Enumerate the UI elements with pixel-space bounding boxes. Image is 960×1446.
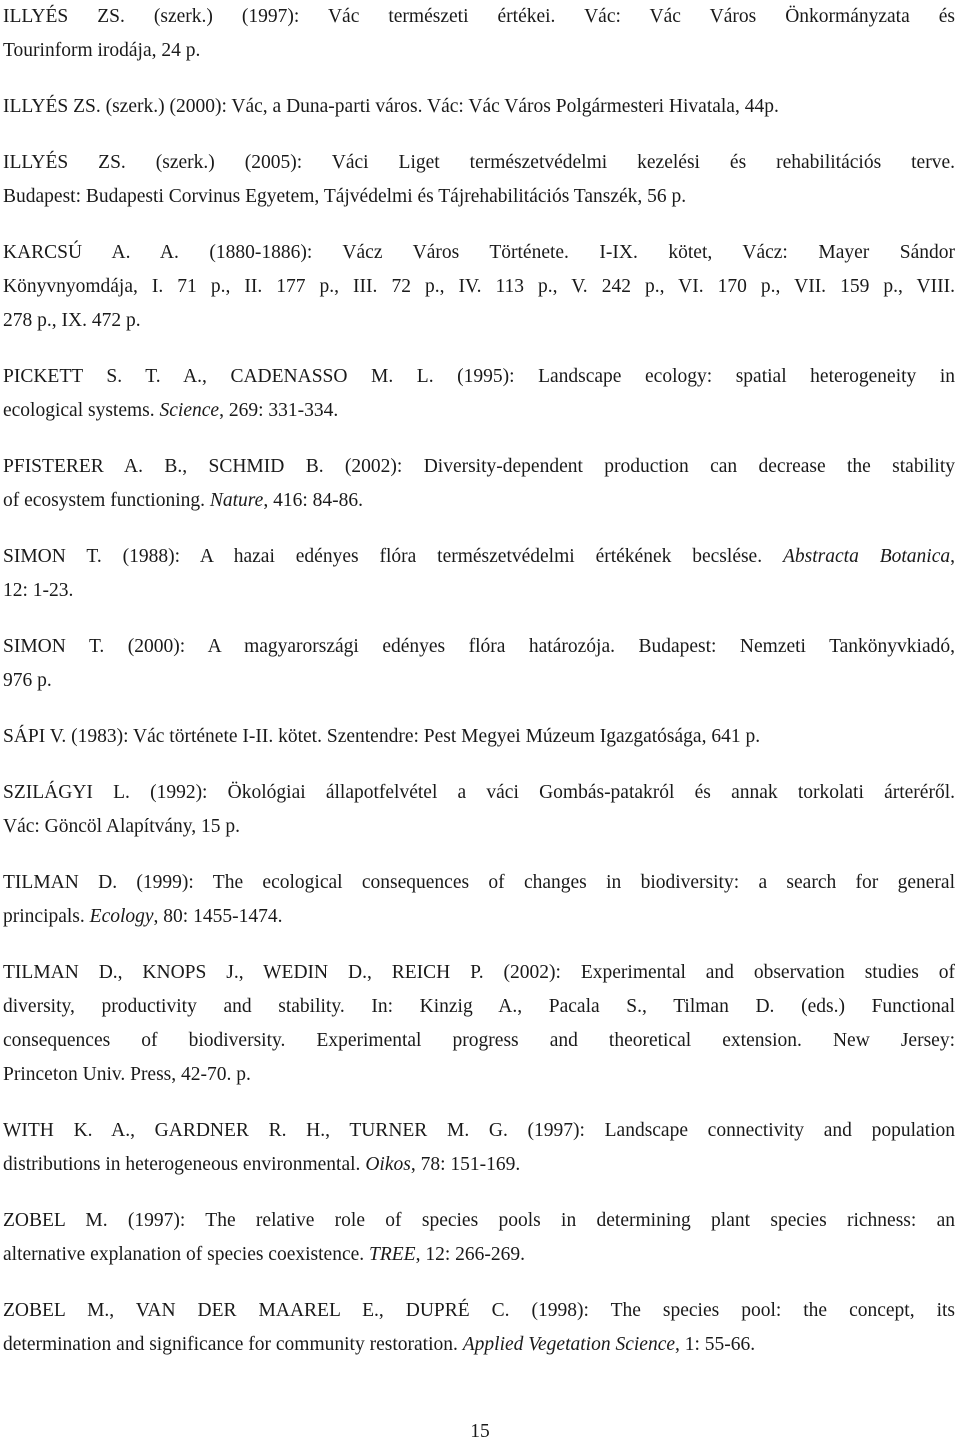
reference-line: PFISTERER A. B., SCHMID B. (2002): Diversity-dependent production can decrease the stability xyxy=(3,456,955,477)
reference-line: alternative explanation of species coexistence. TREE, 12: 266-269. xyxy=(3,1244,526,1265)
reference-entry xyxy=(3,1294,955,1362)
reference-line: 976 p. xyxy=(3,670,52,691)
reference-line: SÁPI V. (1983): Vác története I-II. kötet. Szentendre: Pest Megyei Múzeum Igazgatósága, 641 p. xyxy=(3,726,761,747)
reference-entry xyxy=(3,1114,955,1182)
reference-line: ZOBEL M., VAN DER MAAREL E., DUPRÉ C. (1998): The species pool: the concept, its xyxy=(3,1300,955,1321)
reference-entry xyxy=(3,866,955,934)
reference-list xyxy=(3,0,955,1362)
reference-line: determination and significance for community restoration. Applied Vegetation Science, 1: 55-66. xyxy=(3,1334,756,1355)
reference-line: consequences of biodiversity. Experimental progress and theoretical extension. New Jersey: xyxy=(3,1030,955,1051)
reference-entry xyxy=(3,720,955,754)
reference-line: Tourinform irodája, 24 p. xyxy=(3,40,201,61)
reference-line: Princeton Univ. Press, 42-70. p. xyxy=(3,1064,251,1085)
reference-entry xyxy=(3,630,955,698)
reference-entry xyxy=(3,146,955,214)
reference-line: 278 p., IX. 472 p. xyxy=(3,310,141,331)
reference-line: WITH K. A., GARDNER R. H., TURNER M. G. (1997): Landscape connectivity and population xyxy=(3,1120,955,1141)
reference-line: SZILÁGYI L. (1992): Ökológiai állapotfelvétel a váci Gombás-patakról és annak torkolati árteréről. xyxy=(3,782,955,803)
reference-line: 12: 1-23. xyxy=(3,580,74,601)
reference-line: distributions in heterogeneous environmental. Oikos, 78: 151-169. xyxy=(3,1154,521,1175)
reference-line: SIMON T. (1988): A hazai edényes flóra természetvédelmi értékének becslése. Abstracta Botanica, xyxy=(3,546,955,567)
reference-line: ILLYÉS ZS. (szerk.) (2000): Vác, a Duna-parti város. Vác: Vác Város Polgármesteri Hivatala, 44p. xyxy=(3,96,779,117)
reference-entry xyxy=(3,956,955,1092)
document-page xyxy=(3,0,955,1384)
reference-entry xyxy=(3,0,955,68)
reference-line: diversity, productivity and stability. In: Kinzig A., Pacala S., Tilman D. (eds.) Functional xyxy=(3,996,955,1017)
reference-line: Könyvnyomdája, I. 71 p., II. 177 p., III. 72 p., IV. 113 p., V. 242 p., VI. 170 p., VII. 159 p., VIII. xyxy=(3,276,955,297)
reference-line: Budapest: Budapesti Corvinus Egyetem, Tájvédelmi és Tájrehabilitációs Tanszék, 56 p. xyxy=(3,186,687,207)
reference-entry xyxy=(3,450,955,518)
reference-line: ILLYÉS ZS. (szerk.) (1997): Vác természeti értékei. Vác: Vác Város Önkormányzata és xyxy=(3,6,955,27)
reference-entry xyxy=(3,1204,955,1272)
reference-entry xyxy=(3,360,955,428)
reference-line: ecological systems. Science, 269: 331-334. xyxy=(3,400,339,421)
reference-line: TILMAN D. (1999): The ecological consequences of changes in biodiversity: a search for general xyxy=(3,872,955,893)
reference-entry xyxy=(3,90,955,124)
reference-line: ZOBEL M. (1997): The relative role of species pools in determining plant species richness: an xyxy=(3,1210,955,1231)
reference-entry xyxy=(3,540,955,608)
reference-line: PICKETT S. T. A., CADENASSO M. L. (1995): Landscape ecology: spatial heterogeneity in xyxy=(3,366,955,387)
reference-line: SIMON T. (2000): A magyarországi edényes flóra határozója. Budapest: Nemzeti Tankönyvkiadó, xyxy=(3,636,955,657)
reference-line: of ecosystem functioning. Nature, 416: 84-86. xyxy=(3,490,363,511)
reference-line: ILLYÉS ZS. (szerk.) (2005): Váci Liget természetvédelmi kezelési és rehabilitációs terve. xyxy=(3,152,955,173)
page-number: 15 xyxy=(470,1421,490,1442)
reference-entry xyxy=(3,236,955,338)
reference-line: KARCSÚ A. A. (1880-1886): Vácz Város Története. I-IX. kötet, Vácz: Mayer Sándor xyxy=(3,242,955,263)
reference-line: TILMAN D., KNOPS J., WEDIN D., REICH P. (2002): Experimental and observation studies of xyxy=(3,962,955,983)
reference-line: principals. Ecology, 80: 1455-1474. xyxy=(3,906,283,927)
reference-entry xyxy=(3,776,955,844)
reference-line: Vác: Göncöl Alapítvány, 15 p. xyxy=(3,816,241,837)
